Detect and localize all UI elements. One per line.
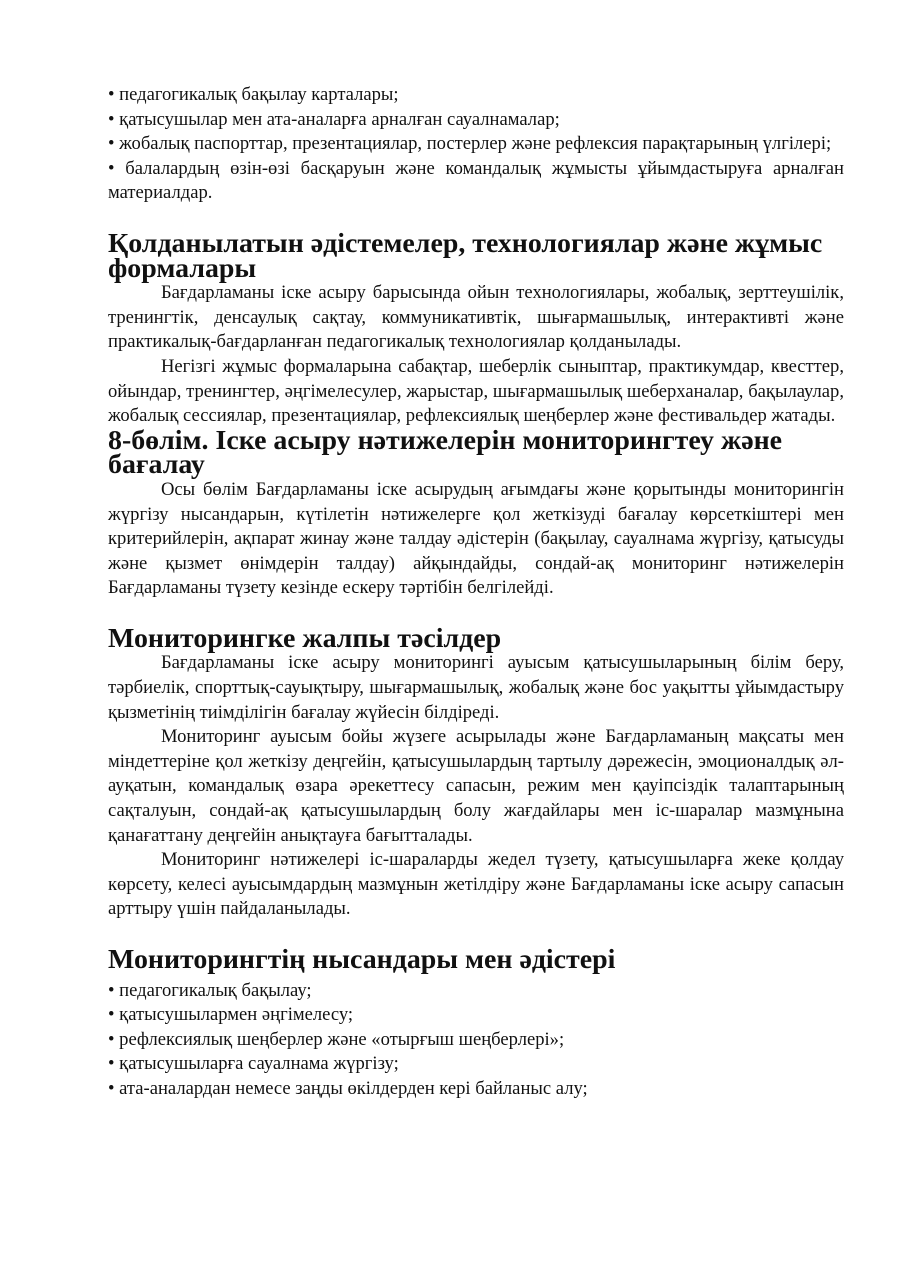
approaches-paragraph: Мониторинг ауысым бойы жүзеге асырылады және Бағдарламаның мақсаты мен міндеттеріне қол жеткізу деңгейін, қатысушылардың тартылу дәрежесін, эмоционалдық әл-ауқатын, командалық өзара әрекеттесу сапасын, режим мен қауіпсіздік талаптарының сақталуын, сондай-ақ қатысушылардың болу жағдайлары мен іс-шаралар мазмұнына қанағаттану деңгейін анықтауға бағытталады. <box>108 726 844 846</box>
list-item: • рефлексиялық шеңберлер және «отырғыш шеңберлері»; <box>108 1028 565 1050</box>
objects-heading: Мониторингтің нысандары мен әдістері <box>108 944 616 975</box>
approaches-heading: Мониторингке жалпы тәсілдер <box>108 622 502 654</box>
list-item: • жобалық паспорттар, презентациялар, постерлер және рефлексия парақтарының үлгілері; <box>108 133 832 155</box>
list-item: • педагогикалық бақылау; <box>108 979 312 1001</box>
section-8-paragraph: Осы бөлім Бағдарламаны іске асырудың ағымдағы және қорытынды мониторингін жүргізу нысандарын, күтілетін нәтижелерге қол жеткізуді бағалау көрсеткіштері мен критерийлерін, ақпарат жинау және талдау әдістерін (бақылау, сауалнама жүргізу, қатысуды және қызмет өнімдерін талдау) айқындайды, сондай-ақ мониторинг нәтижелерін Бағдарламаны түзету кезінде ескеру тәртібін белгілейді. <box>108 478 844 599</box>
methods-heading: Қолданылатын әдістемелер, технологиялар және жұмыс формалары <box>108 227 823 284</box>
list-item: • қатысушылармен әңгімелесу; <box>108 1004 354 1026</box>
methods-paragraph: Негізгі жұмыс формаларына сабақтар, шеберлік сыныптар, практикумдар, квесттер, ойындар, тренингтер, әңгімелесулер, жарыстар, шығармашылық шеберханалар, бақылаулар, жобалық сессиялар, презентациялар, рефлексиялық шеңберлер және фестивальдер жатады. <box>108 355 844 427</box>
list-item: • балалардың өзін-өзі басқаруын және командалық жұмысты ұйымдастыруға арналған материалдар. <box>108 157 844 204</box>
approaches-paragraph: Бағдарламаны іске асыру мониторингі ауысым қатысушыларының білім беру, тәрбиелік, спорттық-сауықтыру, шығармашылық, жобалық және бос уақытты ұйымдастыру қызметінің тиімділігін бағалау жүйесін білдіреді. <box>108 652 844 723</box>
objects-bullet-list <box>108 979 844 1102</box>
list-item: • қатысушылар мен ата-аналарға арналған сауалнамалар; <box>108 108 560 130</box>
list-item: • ата-аналардан немесе заңды өкілдерден кері байланыс алу; <box>108 1077 588 1099</box>
methods-paragraph: Бағдарламаны іске асыру барысында ойын технологиялары, жобалық, зерттеушілік, тренингтік, денсаулық сақтау, коммуникативтік, шығармашылық, интерактивті және практикалық-бағдарланған педагогикалық технологиялар қолданылады. <box>108 282 844 353</box>
intro-bullet-list <box>108 83 844 206</box>
list-item: • қатысушыларға сауалнама жүргізу; <box>108 1053 399 1075</box>
approaches-paragraph: Мониторинг нәтижелері іс-шараларды жедел түзету, қатысушыларға жеке қолдау көрсету, келесі ауысымдардың мазмұнын жетілдіру және Бағдарламаны іске асыру сапасын арттыру үшін пайдаланылады. <box>108 849 844 920</box>
list-item: • педагогикалық бақылау карталары; <box>108 84 399 105</box>
section-8-heading: 8-бөлім. Іске асыру нәтижелерін мониторингтеу және бағалау <box>108 424 783 481</box>
